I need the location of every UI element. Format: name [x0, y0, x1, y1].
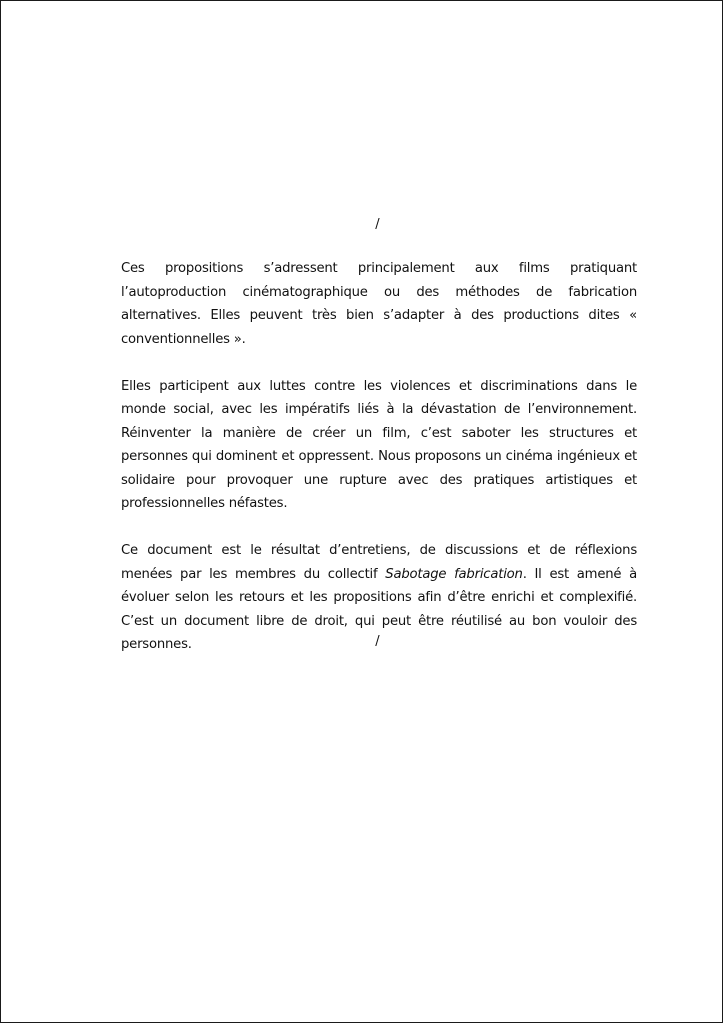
top-separator: / — [375, 217, 380, 232]
paragraph-goals: Elles participent aux luttes contre les violences et discriminations dans le monde social, avec les impératifs liés à la dévastation de l’environnement. Réinventer la manière de créer un film, c’est saboter les structures et personnes qui dominent et oppressent. Nous proposons un cinéma ingénieux et solidaire pour provoquer une rupture avec des pratiques artistiques et professionnelles néfastes. — [121, 378, 637, 511]
body-text — [121, 257, 637, 657]
collective-name: Sabotage fabrication — [385, 566, 523, 582]
bottom-separator: / — [375, 634, 380, 649]
paragraph-origin-start: Ce document est le résultat d’entretiens, de discussions et de réflexions menées par les membres du collectif — [121, 543, 637, 582]
paragraph-origin-end: . Il est amené à évoluer selon les retours et les propositions afin d’être enrichi et complexifié. C’est un document libre de droit, qui peut être réutilisé au bon vouloir des personnes. — [121, 566, 637, 652]
paragraph-intro: Ces propositions s’adressent principalement aux films pratiquant l’autoproduction cinématographique ou des méthodes de fabrication alternatives. Elles peuvent très bien s’adapter à des productions dites « conventionnelles ». — [121, 261, 637, 347]
